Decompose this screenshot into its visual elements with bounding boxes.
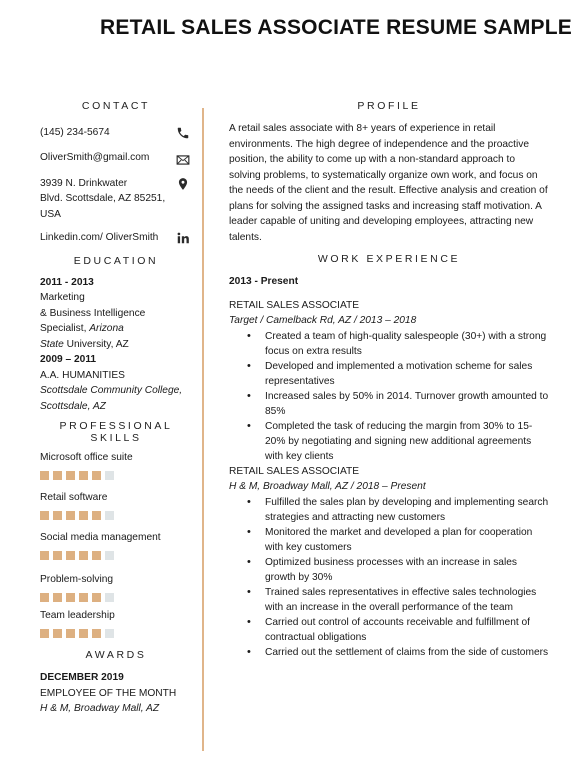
skill-dot-filled <box>40 551 49 560</box>
skill-level <box>40 629 190 638</box>
skill-name: Retail software <box>40 492 108 503</box>
skill-level <box>40 511 190 520</box>
skill-dot-filled <box>40 593 49 602</box>
job-bullet: • Trained sales representatives in effective sales technologies with an increase in the overall performance of the team <box>265 585 549 615</box>
education-line: State University, AZ <box>40 338 129 350</box>
education-line: & Business Intelligence <box>40 307 146 319</box>
right-column <box>229 100 549 660</box>
skill-dot-filled <box>40 511 49 520</box>
job-entry <box>229 464 549 660</box>
job-bullet: • Created a team of high-quality salespeople (30+) with a strong focus on extra results <box>265 329 549 359</box>
job-bullet: • Optimized business processes with an increase in sales growth by 30% <box>265 555 549 585</box>
skill-dot-filled <box>79 629 88 638</box>
job-bullets <box>229 495 549 660</box>
job-bullet: • Carried out the settlement of claims from the side of customers <box>265 645 549 660</box>
address-line: 3939 N. Drinkwater <box>40 177 128 189</box>
job-bullets <box>229 329 549 464</box>
education-entry <box>40 352 190 414</box>
job-bullet: • Developed and implemented a motivation scheme for sales representatives <box>265 359 549 389</box>
profile-heading: PROFILE <box>357 100 421 112</box>
contact-email <box>40 150 190 167</box>
skill-level <box>40 551 190 560</box>
education-heading: EDUCATION <box>73 254 159 267</box>
skill-dot-filled <box>66 629 75 638</box>
education-years: 2009 – 2011 <box>40 354 97 365</box>
education-line: Specialist, Arizona <box>40 323 124 334</box>
skill-dot-filled <box>66 511 75 520</box>
job-bullet: • Completed the task of reducing the margin from 30% to 15-20% by negotiating and signing new additional agreements with key clients <box>265 419 549 464</box>
phone-icon <box>176 126 190 140</box>
skill-item <box>40 491 190 520</box>
email-text: OliverSmith@gmail.com <box>40 151 150 163</box>
skill-item <box>40 573 190 602</box>
address-line: USA <box>40 208 61 220</box>
job-location: Target / Camelback Rd, AZ / 2013 – 2018 <box>229 315 417 326</box>
skill-dot-filled <box>66 551 75 560</box>
skill-dot-filled <box>53 471 62 480</box>
skill-dot-filled <box>66 593 75 602</box>
education-school: Scottsdale, AZ <box>40 400 106 412</box>
contact-heading: CONTACT <box>81 100 151 112</box>
profile-text: A retail sales associate with 8+ years of experience in retail environments. The high degree of independence and the proactive position, the ability to come up with a non-standard approach to solving problems, to systematically organize own work, and focus on the needs of the client and the result. Effective analysis and creation of plans for solving the assigned tasks and increasing staff motivation. A leader capable of uniting and developing employees, attracting new talents. <box>229 123 548 243</box>
job-bullet: • Carried out control of accounts receivable and fulfillment of contractual obligations <box>265 615 549 645</box>
skill-item <box>40 531 190 560</box>
education-school: Scottsdale Community College, <box>40 385 183 396</box>
skill-dot-empty <box>105 511 114 520</box>
contact-linkedin <box>40 230 190 246</box>
skill-dot-filled <box>40 629 49 638</box>
skill-level <box>40 593 190 602</box>
skill-dot-filled <box>53 551 62 560</box>
skill-dot-filled <box>92 551 101 560</box>
skill-item <box>40 451 190 480</box>
experience-heading: WORK EXPERIENCE <box>317 253 461 265</box>
skill-dot-filled <box>92 593 101 602</box>
skill-dot-filled <box>79 511 88 520</box>
mail-icon <box>176 153 190 167</box>
skills-heading: PROFESSIONAL SKILLS <box>59 420 173 444</box>
skill-name: Team leadership <box>40 610 115 621</box>
column-divider <box>202 108 204 751</box>
phone-text: (145) 234-5674 <box>40 127 110 138</box>
skills-list <box>40 451 190 638</box>
skill-dot-filled <box>79 551 88 560</box>
skill-dot-filled <box>92 471 101 480</box>
education-degree: A.A. HUMANITIES <box>40 369 125 381</box>
page-title: RETAIL SALES ASSOCIATE RESUME SAMPLE <box>100 16 572 39</box>
linkedin-text[interactable]: Linkedin.com/ OliverSmith <box>40 232 159 243</box>
job-bullet: • Monitored the market and developed a plan for cooperation with key customers <box>265 525 549 555</box>
skill-item <box>40 609 190 638</box>
award-name: EMPLOYEE OF THE MONTH <box>40 687 177 699</box>
skill-dot-filled <box>40 471 49 480</box>
left-column <box>40 100 190 717</box>
skill-name: Microsoft office suite <box>40 452 133 463</box>
job-location: H & M, Broadway Mall, AZ / 2018 – Present <box>229 481 426 492</box>
skill-dot-filled <box>92 511 101 520</box>
skill-dot-filled <box>53 593 62 602</box>
location-pin-icon <box>176 177 190 191</box>
skill-dot-empty <box>105 551 114 560</box>
job-entry <box>229 298 549 464</box>
job-title: RETAIL SALES ASSOCIATE <box>229 465 360 477</box>
skill-dot-empty <box>105 629 114 638</box>
experience-period: 2013 - Present <box>229 276 299 287</box>
skill-dot-filled <box>79 471 88 480</box>
award-entry <box>40 670 190 717</box>
skill-dot-empty <box>105 593 114 602</box>
skill-dot-filled <box>92 629 101 638</box>
skill-dot-empty <box>105 471 114 480</box>
education-years: 2011 - 2013 <box>40 276 94 288</box>
address-line: Blvd. Scottsdale, AZ 85251, <box>40 193 166 204</box>
skill-name: Social media management <box>40 532 161 543</box>
job-bullet: • Fulfilled the sales plan by developing and implementing search strategies and attracting new customers <box>265 495 549 525</box>
skill-dot-filled <box>66 471 75 480</box>
education-entry <box>40 275 190 353</box>
skill-dot-filled <box>53 511 62 520</box>
job-bullet: • Increased sales by 50% in 2014. Turnover growth amounted to 85% <box>265 389 549 419</box>
skill-level <box>40 471 190 480</box>
contact-phone <box>40 125 190 141</box>
awards-heading: AWARDS <box>85 649 147 661</box>
contact-address <box>40 176 190 223</box>
skill-dot-filled <box>53 629 62 638</box>
education-line: Marketing <box>40 292 85 303</box>
job-title: RETAIL SALES ASSOCIATE <box>229 299 360 311</box>
linkedin-icon <box>176 231 190 245</box>
award-date: DECEMBER 2019 <box>40 672 124 683</box>
award-place: H & M, Broadway Mall, AZ <box>40 703 160 714</box>
skill-dot-filled <box>79 593 88 602</box>
skill-name: Problem-solving <box>40 574 114 585</box>
